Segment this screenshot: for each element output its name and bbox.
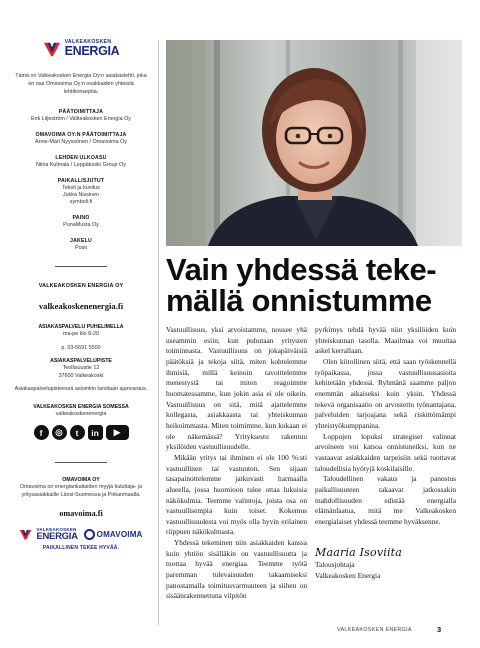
credit-title: OMAVOIMA OY:N PÄÄTOIMITTAJA <box>35 132 127 138</box>
article-column-2 <box>315 325 456 527</box>
signer-company: Valkeakosken Energia <box>315 570 381 580</box>
footer-brand: VALKEAKOSKEN ENERGIA <box>337 627 412 633</box>
divider <box>55 462 107 463</box>
social-handle: valkeakoskenenergia <box>55 410 107 417</box>
credit-line: PunaMusta Oy <box>63 222 99 228</box>
credit-line: Anne-Mari Nyyssönen / Omavoima Oy <box>35 139 127 145</box>
credit-omavoima-editor <box>14 132 148 146</box>
logo-big-text: ENERGIA <box>64 44 120 59</box>
credit-print <box>14 215 148 229</box>
linkedin-icon[interactable]: in <box>88 425 103 440</box>
service-point-city: 37600 Valkeakoski <box>58 372 104 379</box>
credit-distribution <box>14 238 148 252</box>
paragraph: Olen kiitollinen siitä, että saan työskennellä työpaikassa, jossa vastuullisuusasioita kehitetään yhdessä. Ryhmänä saamme paljon enemmän aikaiseksi kuin yksin. Yhdessä tekevä organisaatio on arvostettu työnantajana, palveluiden tarjoajana sekä riskittömämpi yhteistyökumppanina. <box>315 356 456 430</box>
credit-layout <box>14 155 148 169</box>
masthead-intro: Tämä on Valkeakosken Energia Oy:n asiakaslehti, joka on osa Omavoima Oy:n osakkaiden yhteistä lehtikonseptia. <box>15 73 147 95</box>
article-column-1 <box>166 325 307 602</box>
credit-title: PÄÄTOIMITTAJA <box>58 109 104 115</box>
portrait-photo <box>166 40 462 246</box>
column-divider <box>158 40 159 625</box>
company-name: VALKEAKOSKEN ENERGIA OY <box>38 283 124 289</box>
tagline: PAIKALLINEN TEKEE HYVÄÄ. <box>42 544 120 551</box>
facebook-icon[interactable]: f <box>34 425 49 440</box>
credit-line: Teksti ja kuvitus <box>62 185 100 191</box>
page-number: 3 <box>437 625 442 634</box>
paragraph: pyrkimys tehdä hyvää niin yksilöiden kuin yhteiskunnan tasolla. Maailmaa voi muuttaa askel kerrallaan. <box>315 325 456 356</box>
instagram-icon[interactable]: ◎ <box>52 425 67 440</box>
social-icons <box>14 425 148 440</box>
phone-number[interactable]: p. 03-5691 5500 <box>61 344 101 351</box>
customer-service-hours: ma-pe klo 8-20 <box>63 331 99 337</box>
service-point-title: ASIAKASPALVELUPISTE <box>50 358 112 364</box>
credit-line: symboli.fi <box>69 199 93 205</box>
valkeakosken-energia-logo <box>14 40 148 58</box>
social-title: VALKEAKOSKEN ENERGIA SOMESSA <box>33 403 129 410</box>
service-point-note: Asiakaspalvelupisteessä asiointiin tarvitaan ajanvaraus. <box>14 386 148 392</box>
credit-title: PAINO <box>72 215 90 221</box>
logo-small-text: VALKEAKOSKEN <box>36 527 77 532</box>
credit-line: Posti <box>75 245 87 251</box>
logo-big-text: ENERGIA <box>36 531 78 543</box>
signer-title: Talousjohtaja <box>315 560 355 569</box>
logo-small-text: VALKEAKOSKEN <box>64 39 112 46</box>
masthead-sidebar <box>14 40 148 551</box>
omavoima-logo-text: OMAVOIMA <box>96 530 143 540</box>
energia-logo-mark-icon <box>43 40 61 58</box>
credit-title: PAIKALLISJUTUT <box>57 178 105 184</box>
credit-line: Jukka Nissinen <box>62 192 100 198</box>
omavoima-ring-icon <box>84 529 95 540</box>
article-headline <box>166 254 466 316</box>
headline-line-1: Vain yhdessä teke- <box>166 252 437 287</box>
omavoima-title: OMAVOIMA OY <box>62 477 100 483</box>
headline-line-2: mällä onnistumme <box>166 283 432 318</box>
paragraph: Loppujen lopuksi strategiset valinnat arvoineen voi katsoa onnistuneiksi, kun ne vastaavat asiakkaiden tarpeisiin sekä tuottavat taloudellisia hyötyjä koskilaisille. <box>315 431 456 473</box>
twitter-icon[interactable]: t <box>70 425 85 440</box>
website-link[interactable]: valkeakoskenenergia.fi <box>38 301 124 311</box>
credit-title: LEHDEN ULKOASU <box>55 155 107 161</box>
valkeakosken-energia-logo-small <box>19 528 77 542</box>
credit-local-stories <box>14 178 148 206</box>
omavoima-logo <box>84 529 143 540</box>
youtube-icon[interactable]: ▶ <box>106 425 129 440</box>
paragraph: Taloudellinen vakaus ja panostus paikallisuuteen takaavat jatkossakin mahdollisuuden edistää energialla elämänlaatua, mitä me Valkeakosken energialaiset yhdessä teemme hyväksenne. <box>315 474 456 526</box>
signer-block <box>315 560 380 581</box>
credit-line: Niina Kulmala / Leppäkoski Group Oy <box>36 162 126 168</box>
partner-logos <box>14 528 148 542</box>
divider <box>55 266 107 267</box>
handwritten-signature: Maaria Isoviita <box>315 546 403 559</box>
paragraph: Vastuullisuus, yksi arvoistamme, nousee yhä useammin esiin, kun puhutaan yritysten toiminnasta. Vastuullisuus on jokapäiväisiä päätöksiä ja tekoja siitä, miten kohtelemme ihmisiä, millä keinoin tavoittelemme menestystä tai miten reagoimme huomatessamme, kun jokin asia ei ole oikein. Vastuullisuus on sitä, mitä ajattelemme kollegasta, asiakkaasta tai yhteiskunnan heikoimmasta. Miten toimimme, kun kukaan ei ole näkemässä? Yrityksestu rakentuu yksilöiden vastuullisuudelle. <box>166 325 307 452</box>
portrait-illustration <box>166 40 462 246</box>
service-point-street: Teollisuustie 12 <box>62 365 100 371</box>
credit-line: Erik Liljeström / Valkeakosken Energia Oy <box>31 116 131 122</box>
paragraph: Yhdessä tekeminen niin asiakkaiden kanssa kuin yhtiön sisälläkin on vastuullisuutta ja tuottaa hyvää energiaa. Teemme työtä paremman tulevaisuuden takaamiseksi panostamalla toimitusvarmuuteen ja siihen on sisäänrakennettuna vilpitön <box>166 538 307 601</box>
credit-editor-in-chief <box>14 109 148 123</box>
paragraph: Mikään yritys tai ihminen ei ole 100 %:sti vastuullinen tai vastuuton. Sen sijaan tasapainottelemme jatkuvasti harmaalla alueella, jossa huomioon tulee ottaa lukuisia näkökulmia. Teemme valintoja, joista osa on vastuullisempia kuin toiset. Kokemus vastuullisuudesta voi myös olla hyvin erilainen riippuen näkökulmasta. <box>166 452 307 537</box>
credit-title: JAKELU <box>70 238 92 244</box>
omavoima-description: Omavoima on energiankaltaiden myyjä kuluttaja- ja yritysasiakkaille Länsi-Suomessa ja Pirkanmaalla. <box>19 484 143 498</box>
omavoima-website-link[interactable]: omavoima.fi <box>59 509 103 518</box>
energia-logo-mark-icon <box>19 528 32 541</box>
customer-service-title: ASIAKASPALVELU PUHELIMELLA <box>38 324 124 330</box>
